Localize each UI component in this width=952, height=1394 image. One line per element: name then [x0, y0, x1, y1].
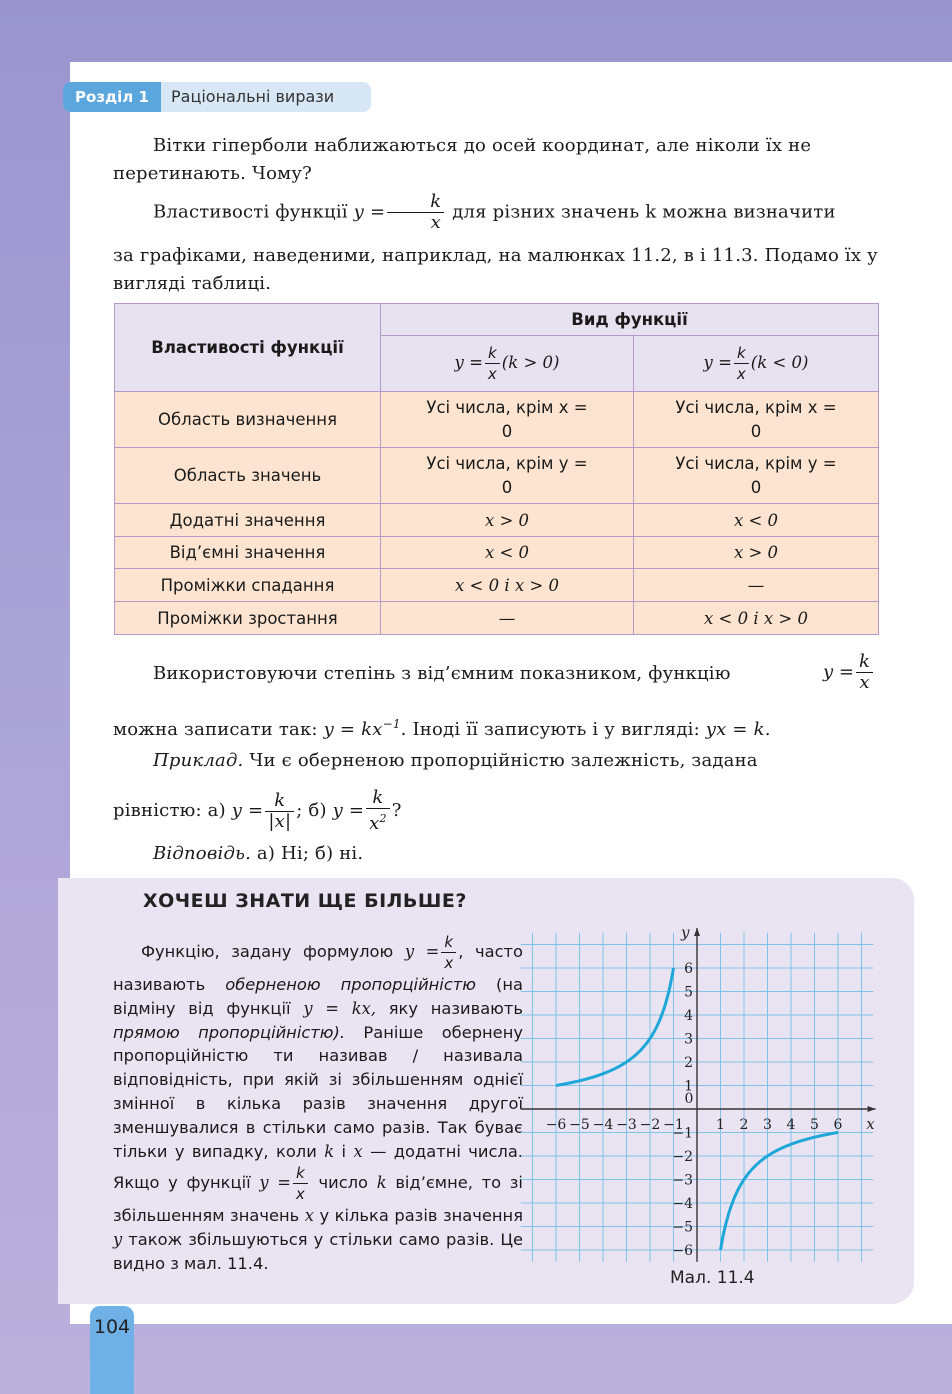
y-axis-arrow [694, 928, 700, 936]
table-cell-positive: x < 0 [381, 537, 634, 569]
table-row [115, 569, 879, 602]
table-cell-positive: Усі числа, крім y = 0 [381, 448, 634, 504]
y-tick-label: 2 [684, 1055, 693, 1071]
table-header-props: Властивості функції [115, 304, 381, 392]
y-tick-label: −5 [672, 1219, 693, 1236]
table-row [115, 392, 879, 448]
y-tick-label: −3 [672, 1172, 693, 1189]
table-cell-positive: — [381, 602, 634, 635]
y-tick-label: 6 [684, 961, 693, 977]
y-tick-label: −4 [672, 1196, 693, 1212]
chapter-header [63, 82, 371, 112]
x-tick-label: −5 [569, 1117, 590, 1133]
table-header-kind: Вид функції [381, 304, 879, 336]
box-title: ХОЧЕШ ЗНАТИ ЩЕ БІЛЬШЕ? [143, 890, 467, 912]
table-row [115, 537, 879, 569]
table-cell-negative: — [634, 569, 879, 602]
table-header-positive: y = $\frac{k}{x}$ (k > 0) [381, 336, 634, 392]
table-cell-property: Область значень [115, 448, 381, 504]
paragraph-example: Приклад. Чи є оберненою пропорційністю залежність, задана [153, 750, 758, 771]
paragraph-properties: Властивості функції y = $\frac{k}{x}$ для різних значень k можна визначити [153, 191, 836, 233]
x-tick-label: 1 [716, 1117, 725, 1133]
table-cell-property: Проміжки зростання [115, 602, 381, 635]
chapter-label: Розділ 1 [63, 82, 161, 112]
x-tick-label: 3 [763, 1117, 772, 1133]
table-row [115, 504, 879, 537]
table-cell-property: Проміжки спадання [115, 569, 381, 602]
box-text: Функцію, задану формулою y = $\frac{k}{x}$ , часто називають оберненою пропорційністю (на відміну від функції y = kx, яку називають прямою пропорційністю). Раніше обернену пропорційністю ти називав / називала відповідність, при якій зі збільшенням однієї змінної в кілька разів значення другої зменшувалися в стільки само разів. Так буває тільки у випадку, коли k і x — додатні числа. Якщо у функції y = $\frac{k}{x}$ число k від’ємне, то зі збільшенням значень x у кілька разів значення y також збільшуються у стільки само разів. Це видно з мал. 11.4. [113, 933, 523, 1273]
x-axis-label: x [866, 1115, 875, 1133]
paragraph-negative-exponent-cont: можна записати так: $y = kx^{-1}$. Іноді її записують і у вигляді: yx = k. [113, 717, 771, 740]
table-cell-property: Від’ємні значення [115, 537, 381, 569]
formula-y-k-x: y = $\frac{k}{x}$ [823, 652, 875, 693]
table-cell-negative: x > 0 [634, 537, 879, 569]
paragraph-properties-cont: за графіками, наведеними, наприклад, на малюнках 11.2, в і 11.3. Подамо їх у вигляді таблиці. [113, 245, 878, 294]
y-tick-label: 1 [684, 1078, 693, 1095]
table-cell-positive: x > 0 [381, 504, 634, 537]
paragraph-asymptotes: Вітки гіперболи наближаються до осей координат, але ніколи їх не перетинають. Чому? [113, 135, 812, 184]
table-cell-negative: Усі числа, крім y = 0 [634, 448, 879, 504]
x-tick-label: 4 [786, 1117, 796, 1133]
y-tick-label: 4 [684, 1008, 693, 1024]
y-tick-label: −6 [672, 1243, 693, 1259]
chapter-title: Раціональні вирази [171, 87, 335, 106]
table-cell-negative: x < 0 і x > 0 [634, 602, 879, 635]
x-tick-label: −1 [663, 1117, 684, 1133]
chart-caption: Мал. 11.4 [670, 1268, 755, 1288]
page-number-tab [90, 1306, 134, 1394]
y-tick-label: 3 [684, 1031, 693, 1048]
paragraph-negative-exponent: Використовуючи степінь з від’ємним показником, функцію [153, 663, 731, 684]
x-tick-label: 5 [810, 1117, 819, 1133]
x-tick-label: −3 [616, 1117, 637, 1133]
table-header-negative: y = $\frac{k}{x}$ (k < 0) [634, 336, 879, 392]
y-axis-label: y [681, 923, 690, 942]
table-cell-positive: x < 0 і x > 0 [381, 569, 634, 602]
hyperbola-branch-right [721, 1133, 839, 1251]
x-tick-label: 6 [833, 1117, 843, 1133]
y-tick-label: 5 [684, 984, 693, 1001]
x-tick-label: 2 [739, 1117, 749, 1133]
x-tick-label: 0 [684, 1091, 694, 1107]
paragraph-example-cont: рівністю: а) y = $\frac{k}{|x|}$ ; б) y = $\frac{k}{x^2}$ ? [113, 787, 402, 834]
table-cell-property: Область визначення [115, 392, 381, 448]
table-cell-negative: x < 0 [634, 504, 879, 537]
table-cell-property: Додатні значення [115, 504, 381, 537]
fraction-k-x: $\frac{k}{x}$ [387, 192, 444, 233]
x-tick-label: −2 [639, 1117, 661, 1133]
properties-table [114, 303, 879, 635]
table-cell-positive: Усі числа, крім x = 0 [381, 392, 634, 448]
paragraph-answer: Відповідь. а) Ні; б) ні. [153, 843, 364, 864]
table-row [115, 448, 879, 504]
y-tick-label: −2 [672, 1149, 693, 1165]
page-number: 104 [93, 1316, 131, 1338]
hyperbola-chart [545, 923, 880, 1259]
x-tick-label: −4 [592, 1117, 614, 1133]
x-tick-label: −6 [545, 1117, 567, 1133]
y-tick-label: −1 [672, 1125, 693, 1142]
table-row [115, 602, 879, 635]
x-axis-arrow [868, 1106, 876, 1112]
table-cell-negative: Усі числа, крім x = 0 [634, 392, 879, 448]
hyperbola-branch-left [556, 968, 674, 1086]
